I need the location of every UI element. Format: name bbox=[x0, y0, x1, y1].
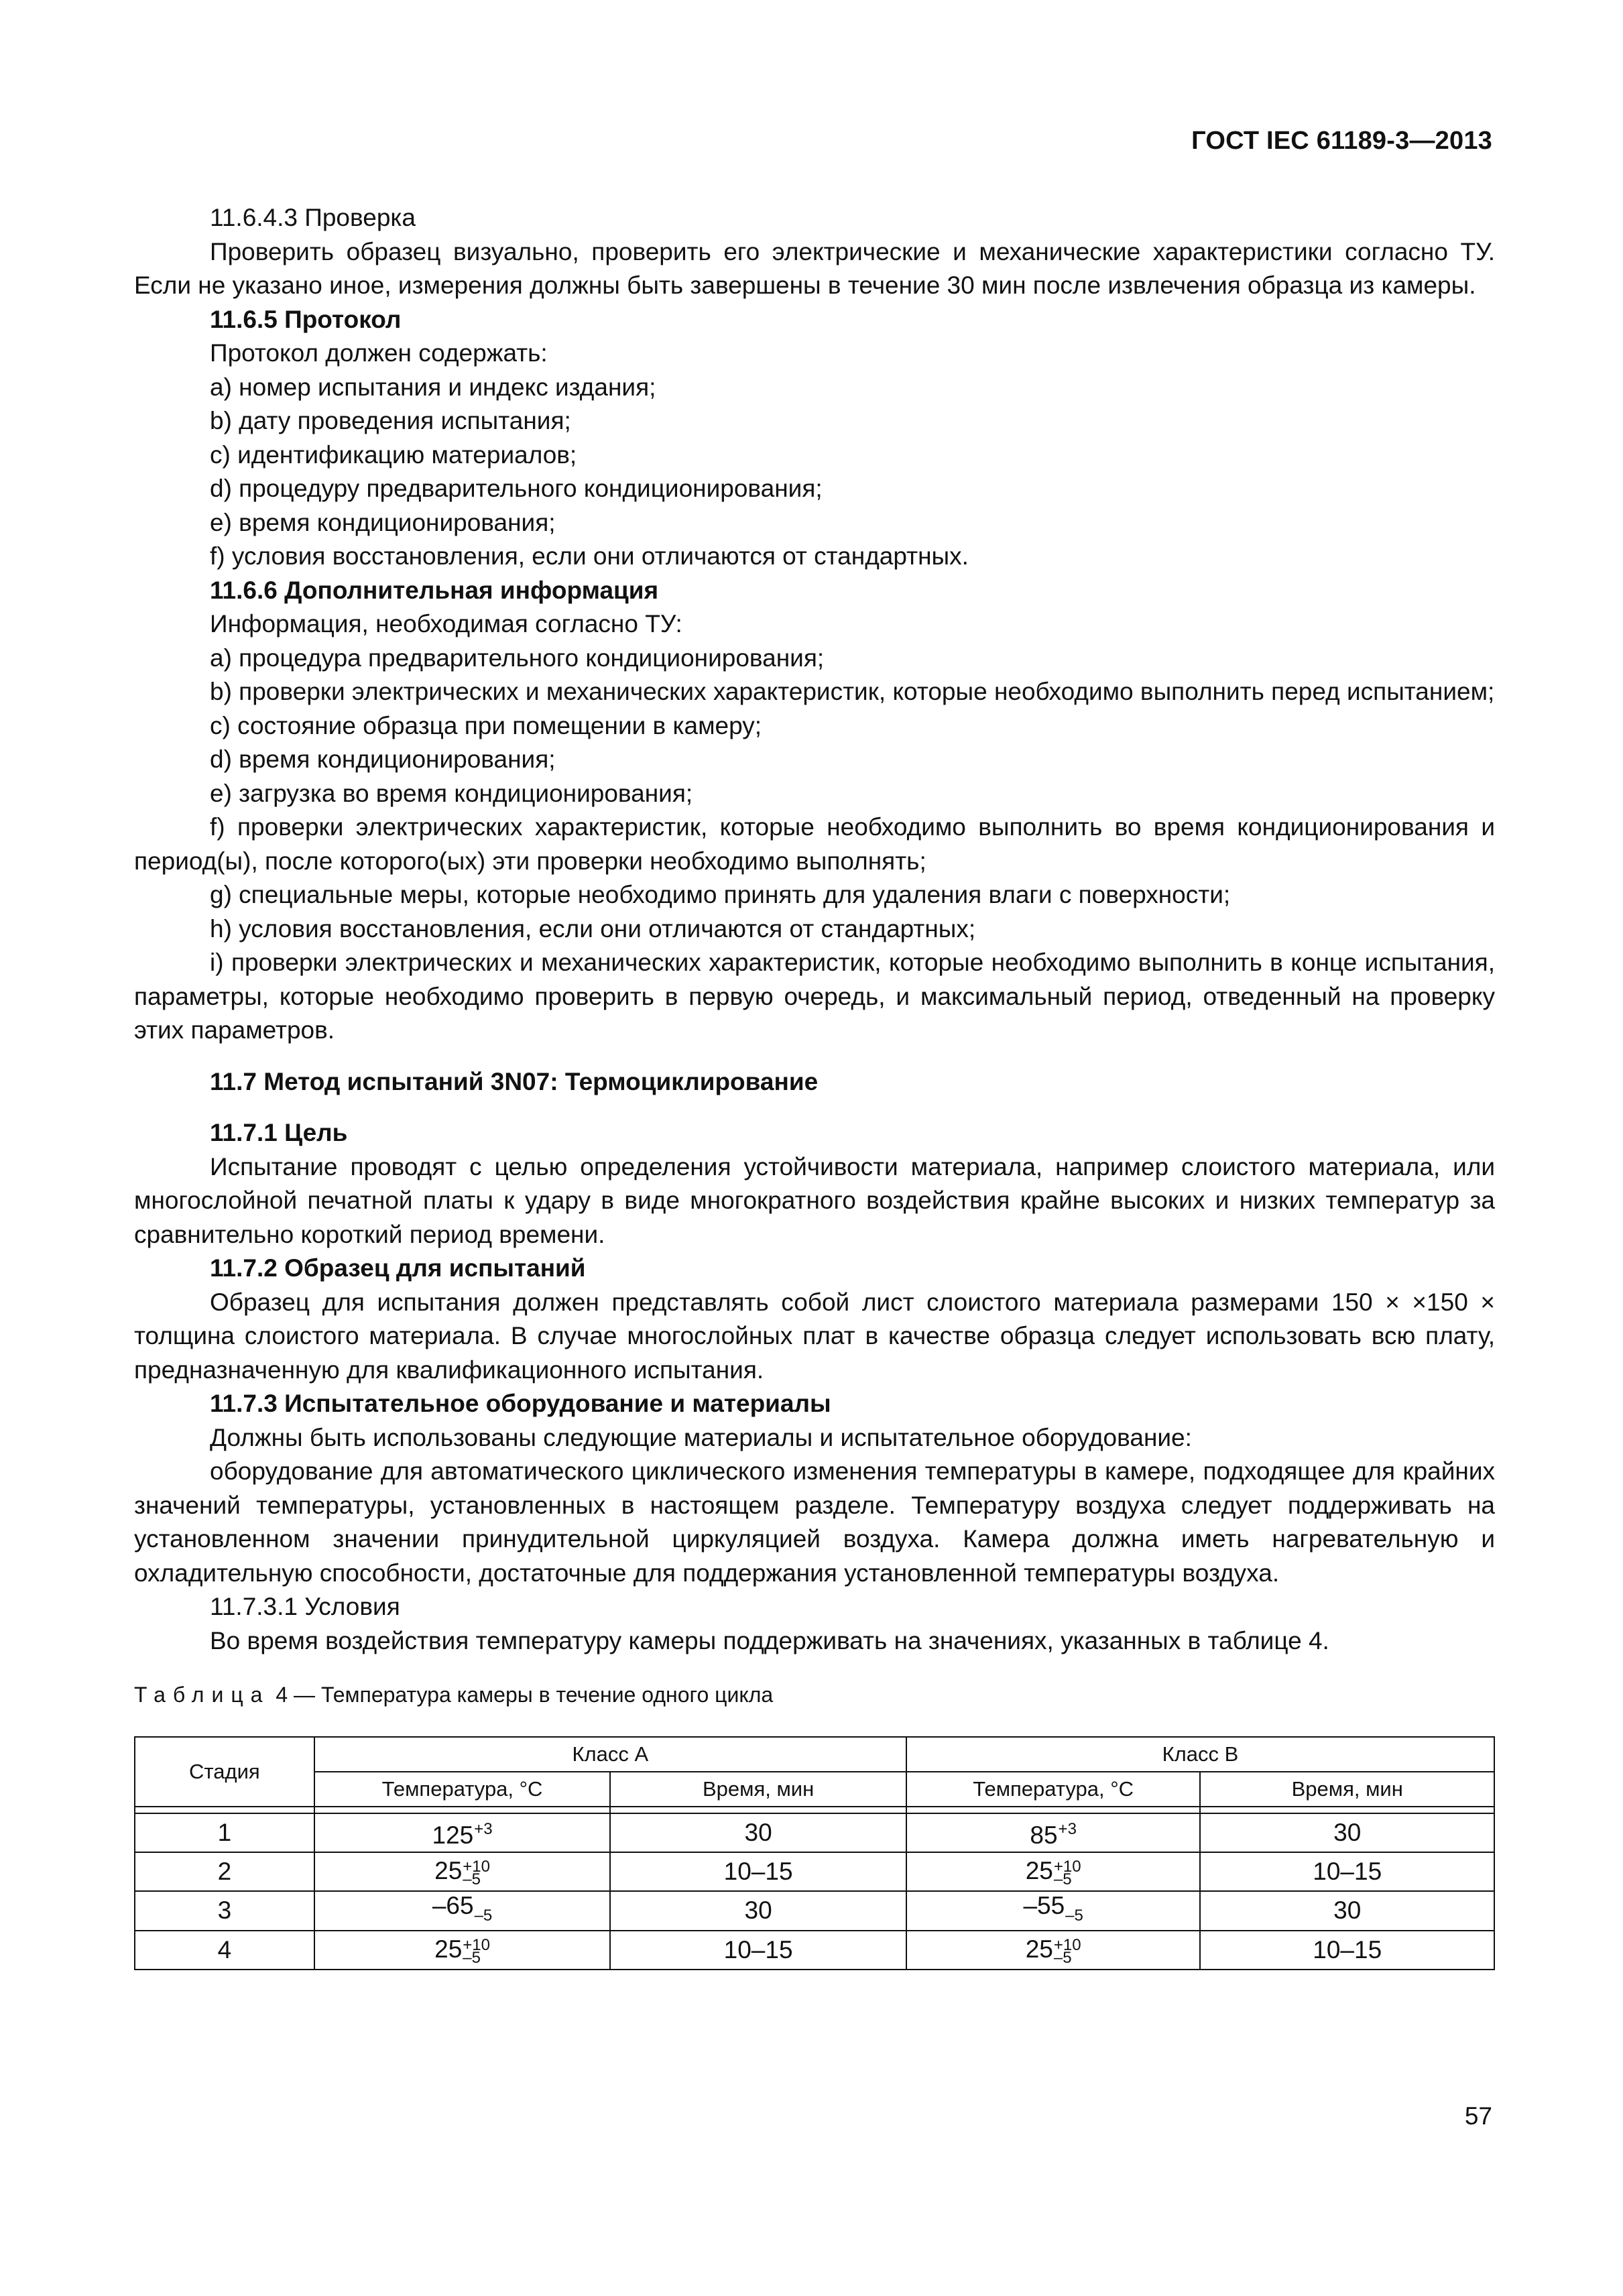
temperature-tolerance bbox=[463, 1935, 490, 1967]
section-heading: 11.6.6 Дополнительная информация bbox=[210, 576, 659, 604]
time-cell: 30 bbox=[610, 1891, 906, 1931]
table-caption-label: Таблица bbox=[134, 1683, 270, 1707]
paragraph: c) состояние образца при помещении в камеру; bbox=[210, 711, 762, 739]
stage-cell: 2 bbox=[135, 1852, 314, 1891]
time-cell: 10–15 bbox=[610, 1931, 906, 1970]
temperature-cell bbox=[314, 1931, 611, 1970]
table-row bbox=[135, 1891, 1494, 1931]
table-row bbox=[135, 1813, 1494, 1852]
paragraph: Должны быть использованы следующие материалы и испытательное оборудование: bbox=[210, 1423, 1192, 1451]
stage-cell: 1 bbox=[135, 1813, 314, 1852]
paragraph: Испытание проводят с целью определения устойчивости материала, например слоистого материала, или многослойной печатной платы к удару в виде многократного воздействия крайне высоких и низких температур за сравнительно короткий период времени. bbox=[134, 1152, 1495, 1248]
temperature-value: 125 bbox=[432, 1821, 474, 1849]
paragraph: f) проверки электрических характеристик, которые необходимо выполнить во время кондиционирования и период(ы), после которого(ых) эти проверки необходимо выполнять; bbox=[134, 813, 1495, 875]
paragraph: оборудование для автоматического циклического изменения температуры в камере, подходящее для крайних значений температуры, установленных в настоящем разделе. Температуру воздуха следует поддерживать на установленном значении принудительной циркуляцией воздуха. Камера должна иметь нагревательную и охладительную способности, достаточные для поддержания установленной температуры воздуха. bbox=[134, 1457, 1495, 1587]
tolerance-upper: +10 bbox=[1053, 1935, 1081, 1954]
section-heading: 11.7 Метод испытаний 3N07: Термоциклирование bbox=[210, 1067, 819, 1095]
time-cell: 30 bbox=[1200, 1891, 1494, 1931]
tolerance-lower: –5 bbox=[474, 1906, 493, 1925]
temperature-table bbox=[134, 1736, 1495, 1970]
paragraph: b) проверки электрических и механических характеристик, которые необходимо выполнить перед испытанием; bbox=[210, 678, 1495, 705]
paragraph: Проверить образец визуально, проверить его электрические и механические характеристики согласно ТУ. Если не указано иное, измерения должны быть завершены в течение 30 мин после извлечения образца из камеры. bbox=[134, 237, 1495, 299]
paragraphs bbox=[134, 201, 1495, 1658]
temperature-cell bbox=[906, 1891, 1201, 1931]
paragraph: e) загрузка во время кондиционирования; bbox=[210, 779, 693, 807]
temperature-cell bbox=[314, 1891, 611, 1931]
table-caption-number: 4 bbox=[276, 1683, 288, 1707]
section-heading: 11.7.1 Цель bbox=[210, 1119, 348, 1146]
temperature-value: 25 bbox=[434, 1857, 463, 1885]
temperature-value: 25 bbox=[434, 1935, 463, 1963]
paragraph: Информация, необходимая согласно ТУ: bbox=[210, 610, 682, 638]
time-cell: 10–15 bbox=[1200, 1852, 1494, 1891]
temperature-cell bbox=[906, 1852, 1201, 1891]
paragraph: d) процедуру предварительного кондиционирования; bbox=[210, 475, 823, 502]
paragraph: a) процедура предварительного кондиционирования; bbox=[210, 644, 825, 672]
paragraph: c) идентификацию материалов; bbox=[210, 440, 577, 469]
tolerance-lower: –5 bbox=[1053, 1948, 1072, 1967]
temperature-cell bbox=[906, 1931, 1201, 1970]
paragraph: b) дату проведения испытания; bbox=[210, 407, 571, 434]
class-b-time-header: Время, мин bbox=[1200, 1772, 1494, 1807]
table-caption bbox=[134, 1678, 1495, 1712]
temperature-tolerance bbox=[1053, 1857, 1081, 1888]
class-a-time-header: Время, мин bbox=[610, 1772, 906, 1807]
temperature-cell bbox=[314, 1813, 611, 1852]
tolerance-lower: –5 bbox=[1053, 1870, 1072, 1888]
temperature-cell bbox=[314, 1852, 611, 1891]
table-row bbox=[135, 1931, 1494, 1970]
tolerance-lower: –5 bbox=[463, 1870, 481, 1888]
paragraph: a) номер испытания и индекс издания; bbox=[210, 373, 656, 401]
paragraph: Образец для испытания должен представлять собой лист слоистого материала размерами 150 × ×150 × толщина слоистого материала. В случае многослойных плат в качестве образца следует использовать всю плату, предназначенную для квалификационного испытания. bbox=[134, 1288, 1495, 1384]
section-heading: 11.7.3 Испытательное оборудование и материалы bbox=[210, 1390, 831, 1417]
temperature-tolerance bbox=[463, 1857, 490, 1888]
paragraph: 11.6.4.3 Проверка bbox=[210, 204, 416, 231]
class-b-temp-header: Температура, °С bbox=[906, 1772, 1201, 1807]
class-a-header: Класс А bbox=[314, 1737, 906, 1772]
paragraph: d) время кондиционирования; bbox=[210, 745, 556, 773]
temperature-cell bbox=[906, 1813, 1201, 1852]
tolerance-upper: +3 bbox=[1058, 1820, 1077, 1838]
page-number: 57 bbox=[1464, 2102, 1492, 2130]
class-b-header: Класс В bbox=[906, 1737, 1494, 1772]
stage-header: Стадия bbox=[135, 1737, 314, 1807]
table-caption-text: — Температура камеры в течение одного цикла bbox=[294, 1683, 774, 1707]
paragraph: g) специальные меры, которые необходимо принять для удаления влаги с поверхности; bbox=[210, 881, 1231, 908]
class-a-temp-header: Температура, °С bbox=[314, 1772, 611, 1807]
temperature-value: –55 bbox=[1023, 1891, 1065, 1919]
tolerance-lower: –5 bbox=[463, 1948, 481, 1967]
temperature-value: –65 bbox=[432, 1891, 474, 1919]
table-row bbox=[135, 1852, 1494, 1891]
tolerance-lower: –5 bbox=[1065, 1906, 1083, 1925]
tolerance-upper: +10 bbox=[463, 1935, 490, 1954]
paragraph: h) условия восстановления, если они отличаются от стандартных; bbox=[210, 914, 976, 943]
paragraph: i) проверки электрических и механических характеристик, которые необходимо выполнить в конце испытания, параметры, которые необходимо проверить в первую очередь, и максимальный период, отведенный на проверку этих параметров. bbox=[134, 949, 1495, 1044]
temperature-value: 25 bbox=[1025, 1857, 1053, 1885]
temperature-value: 25 bbox=[1025, 1935, 1053, 1963]
temperature-tolerance bbox=[1053, 1935, 1081, 1967]
temperature-value: 85 bbox=[1030, 1821, 1058, 1849]
table-body bbox=[135, 1813, 1494, 1970]
section-heading: 11.7.2 Образец для испытаний bbox=[210, 1254, 586, 1282]
section-heading: 11.6.5 Протокол bbox=[210, 305, 402, 333]
tolerance-upper: +3 bbox=[474, 1820, 493, 1838]
stage-cell: 3 bbox=[135, 1891, 314, 1931]
time-cell: 30 bbox=[1200, 1813, 1494, 1852]
paragraph: Протокол должен содержать: bbox=[210, 339, 548, 367]
time-cell: 10–15 bbox=[610, 1852, 906, 1891]
document-header: ГОСТ IEC 61189-3—2013 bbox=[1191, 127, 1492, 155]
tolerance-upper: +10 bbox=[1053, 1857, 1081, 1876]
time-cell: 10–15 bbox=[1200, 1931, 1494, 1970]
paragraph: f) условия восстановления, если они отличаются от стандартных. bbox=[210, 542, 969, 570]
paragraph: 11.7.3.1 Условия bbox=[210, 1593, 400, 1620]
paragraph: e) время кондиционирования; bbox=[210, 508, 556, 536]
paragraph: Во время воздействия температуру камеры поддерживать на значениях, указанных в таблице 4. bbox=[210, 1626, 1329, 1654]
tolerance-upper: +10 bbox=[463, 1857, 490, 1876]
document-body bbox=[134, 201, 1495, 1970]
time-cell: 30 bbox=[610, 1813, 906, 1852]
stage-cell: 4 bbox=[135, 1931, 314, 1970]
